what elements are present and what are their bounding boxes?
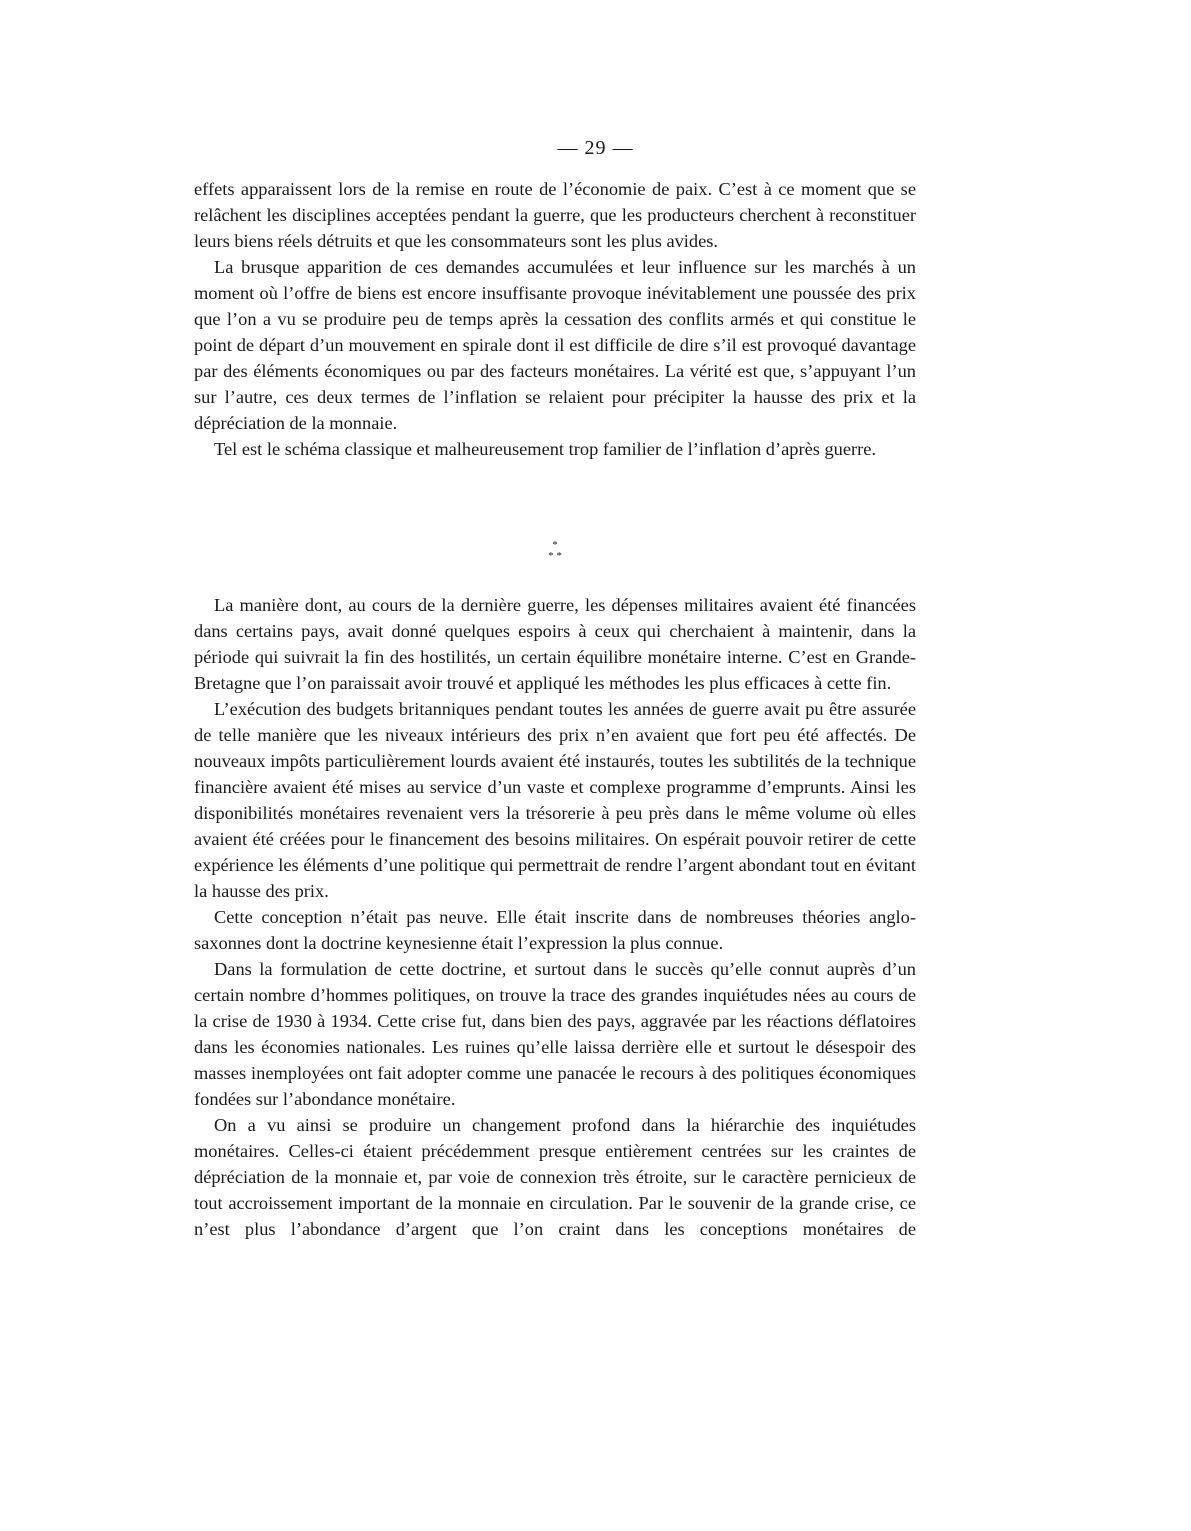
asterism-bottom: * * [548, 550, 562, 562]
asterism-top: * [552, 539, 558, 551]
paragraph: Dans la formulation de cette doctrine, et surtout dans le succès qu’elle connut auprès d’un certain nombre d’hommes politiques, on trouve la trace des grandes inquiétudes nées au cours de la crise de 1930 à 1934. Cette crise fut, dans bien des pays, aggravée par les réactions déflatoires dans les économies nationales. Les ruines qu’elle laissa derrière elle et surtout le désespoir des masses inemployées ont fait adopter comme une panacée le recours à des politiques économiques fondées sur l’abondance monétaire. [194, 959, 916, 1109]
page-number: — 29 — [557, 137, 634, 159]
paragraph-continued: effets apparaissent lors de la remise en route de l’économie de paix. C’est à ce moment que se relâchent les disciplines acceptées pendant la guerre, que les producteurs cherchent à reconstituer leurs biens réels détruits et que les consommateurs sont les plus avides. [194, 179, 916, 251]
paragraph: Tel est le schéma classique et malheureusement trop familier de l’inflation d’après guerre. [214, 439, 877, 459]
paragraph: L’exécution des budgets britanniques pendant toutes les années de guerre avait pu être assurée de telle manière que les niveaux intérieurs des prix n’en avaient que fort peu été affectés. De nouveaux impôts particulièrement lourds avaient été instaurés, toutes les subtilités de la technique financière avaient été mises au service d’un vaste et complexe programme d’emprunts. Ainsi les disponibilités monétaires revenaient vers la trésorerie à peu près dans le même volume où elles avaient été créées pour le financement des besoins militaires. On espérait pouvoir retirer de cette expérience les éléments d’une politique qui permettrait de rendre l’argent abondant tout en évitant la hausse des prix. [194, 699, 916, 901]
text-section-1 [194, 176, 916, 462]
paragraph: La manière dont, au cours de la dernière guerre, les dépenses militaires avaient été financées dans certains pays, avait donné quelques espoirs à ceux qui cherchaient à maintenir, dans la période qui suivrait la fin des hostilités, un certain équilibre monétaire interne. C’est en Grande-Bretagne que l’on paraissait avoir trouvé et appliqué les méthodes les plus efficaces à cette fin. [194, 595, 916, 693]
paragraph: Cette conception n’était pas neuve. Elle était inscrite dans de nombreuses théories anglo-saxonnes dont la doctrine keynesienne était l’expression la plus connue. [194, 907, 916, 953]
paragraph: La brusque apparition de ces demandes accumulées et leur influence sur les marchés à un moment où l’offre de biens est encore insuffisante provoque inévitablement une poussée des prix que l’on a vu se produire peu de temps après la cessation des conflits armés et qui constitue le point de départ d’un mouvement en spirale dont il est difficile de dire s’il est provoqué davantage par des éléments économiques ou par des facteurs monétaires. La vérité est que, s’appuyant l’un sur l’autre, ces deux termes de l’inflation se relaient pour précipiter la hausse des prix et la dépréciation de la monnaie. [194, 257, 916, 433]
paragraph-continues: On a vu ainsi se produire un changement profond dans la hiérarchie des inquiétudes monétaires. Celles-ci étaient précédemment presque entièrement centrées sur les craintes de dépréciation de la monnaie et, par voie de connexion très étroite, sur le caractère pernicieux de tout accroissement important de la monnaie en circulation. Par le souvenir de la grande crise, ce n’est plus l’abondance d’argent que l’on craint dans les conceptions monétaires de [194, 1115, 916, 1239]
text-section-2 [194, 592, 916, 1242]
asterism-separator [535, 540, 575, 574]
